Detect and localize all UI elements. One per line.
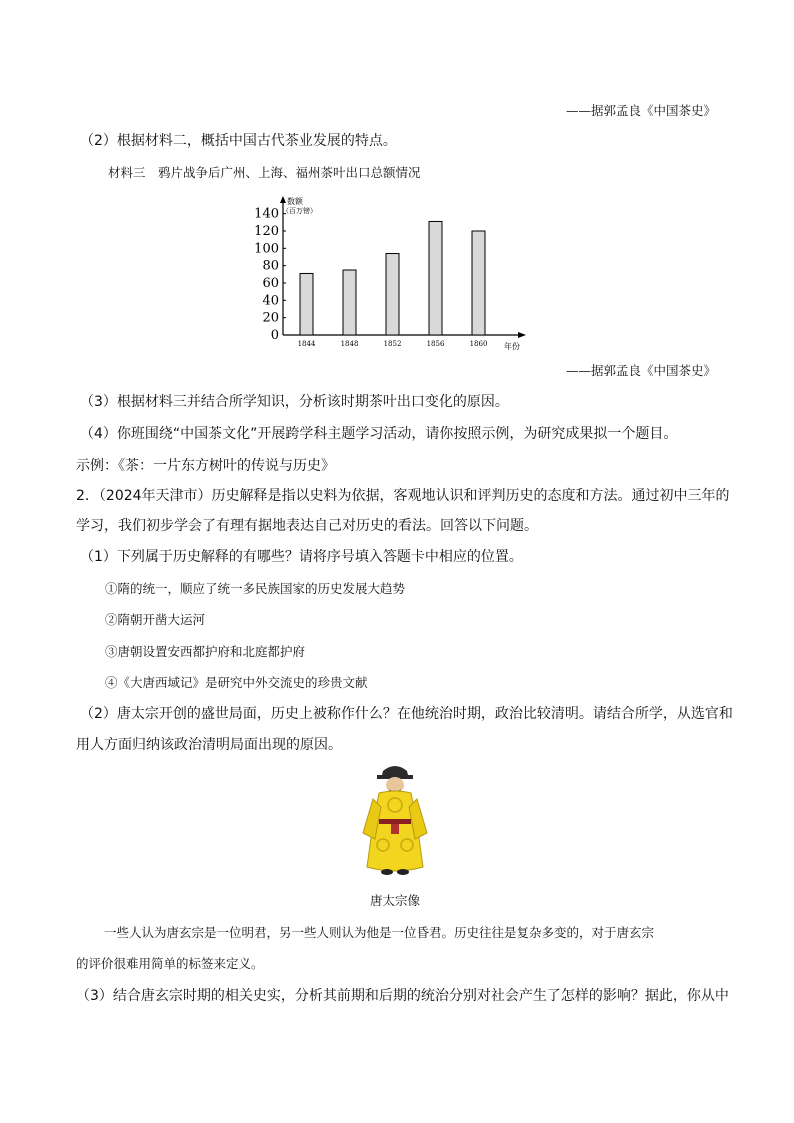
bar [300, 273, 313, 335]
bar [343, 270, 356, 335]
question-4: （4）你班围绕“中国茶文化”开展跨学科主题学习活动，请你按照示例，为研究成果拟一个题目。 [80, 426, 678, 442]
sub-question-3: （3）结合唐玄宗时期的相关史实，分析其前期和后期的统治分别对社会产生了怎样的影响？据此，你从中 [76, 988, 729, 1004]
option-3: ③唐朝设置安西都护府和北庭都护府 [105, 644, 306, 659]
bar [472, 231, 485, 335]
y-tick-label: 120 [254, 224, 279, 239]
y-tick-label: 60 [262, 276, 279, 291]
x-axis-arrow [518, 332, 526, 338]
paragraph-line2: 的评价很难用简单的标签来定义。 [76, 956, 264, 971]
option-4: ④《大唐西域记》是研究中外交流史的珍贵文献 [105, 675, 368, 690]
option-1: ①隋的统一，顺应了统一多民族国家的历史发展大趋势 [105, 581, 406, 596]
portrait-caption: 唐太宗像 [370, 893, 421, 908]
y-tick-label: 0 [270, 328, 279, 343]
x-tick-label: 1852 [383, 340, 402, 348]
y-tick-label: 80 [262, 258, 279, 274]
problem-2-intro-line1: 2．（2024年天津市）历史解释是指以史料为依据，客观地认识和评判历史的态度和方法。通过初中三年的 [76, 488, 730, 504]
x-tick-label: 1856 [426, 340, 445, 348]
export-bar-chart [240, 193, 540, 353]
y-axis-unit: （百万镑） [282, 207, 317, 215]
y-axis-arrow [280, 196, 286, 203]
paragraph-line1: 一些人认为唐玄宗是一位明君，另一些人则认为他是一位昏君。历史往往是复杂多变的，对于唐玄宗 [104, 925, 655, 940]
x-tick-label: 1860 [469, 340, 488, 348]
sub-question-1: （1）下列属于历史解释的有哪些？请将序号填入答题卡中相应的位置。 [80, 549, 523, 565]
source-citation: ——据郭孟良《中国茶史》 [565, 103, 716, 118]
y-tick-label: 140 [254, 206, 279, 222]
source-citation-2: ——据郭孟良《中国茶史》 [565, 363, 716, 378]
option-2: ②隋朝开凿大运河 [105, 612, 206, 627]
example-title: 示例：《茶：一片东方树叶的传说与历史》 [76, 458, 335, 474]
question-2: （2）根据材料二，概括中国古代茶业发展的特点。 [80, 133, 397, 149]
x-tick-label: 1844 [297, 340, 316, 348]
x-tick-label: 1848 [340, 340, 359, 348]
y-tick-label: 20 [262, 310, 279, 326]
problem-2-intro-line2: 学习，我们初步学会了有理有据地表达自己对历史的看法。回答以下问题。 [76, 518, 538, 534]
material-3-title: 材料三 鸦片战争后广州、上海、福州茶叶出口总额情况 [108, 165, 421, 180]
y-tick-label: 100 [254, 241, 279, 257]
y-tick-label: 40 [262, 293, 279, 309]
x-axis-label: 年份 [504, 342, 520, 351]
sub-question-2-line1: （2）唐太宗开创的盛世局面，历史上被称作什么？在他统治时期，政治比较清明。请结合所学，从选官和 [80, 706, 733, 722]
emperor-portrait-illustration [357, 763, 433, 877]
bar [386, 254, 399, 335]
sub-question-2-line2: 用人方面归纳该政治清明局面出现的原因。 [76, 737, 342, 753]
bar [429, 221, 442, 335]
question-3: （3）根据材料三并结合所学知识，分析该时期茶叶出口变化的原因。 [80, 394, 509, 410]
y-axis-label: 数额 [287, 197, 303, 206]
